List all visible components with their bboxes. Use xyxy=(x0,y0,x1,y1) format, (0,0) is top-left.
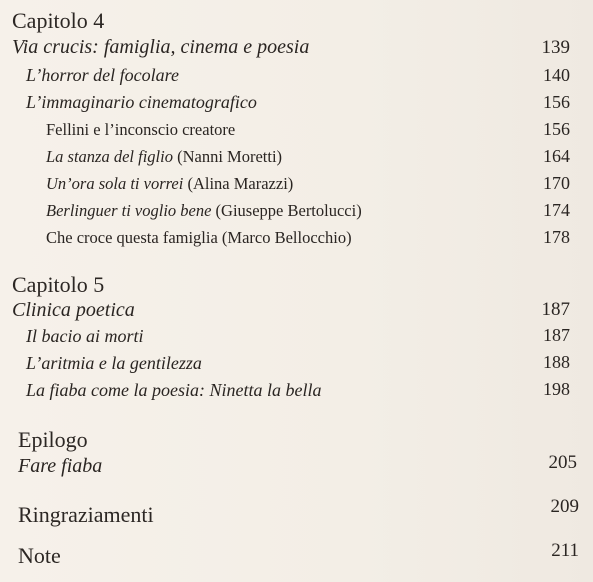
toc-entry-horror-focolare[interactable]: L’horror del focolare xyxy=(26,65,179,85)
entry-text: Fellini e l’inconscio creatore xyxy=(46,120,236,139)
toc-entry-che-croce[interactable] xyxy=(46,228,352,248)
entry-text: (Giuseppe Bertolucci) xyxy=(211,201,362,220)
page-number: 170 xyxy=(543,173,570,193)
toc-entry-fiaba-poesia[interactable]: La fiaba come la poesia: Ninetta la bella xyxy=(26,380,322,400)
page-number: 187 xyxy=(543,325,570,345)
chapter-4-heading: Capitolo 4 xyxy=(12,8,105,33)
toc-entry-clinica-poetica[interactable]: Clinica poetica xyxy=(12,299,135,321)
toc-entry-note[interactable]: Note xyxy=(18,543,61,568)
toc-entry-stanza-figlio[interactable] xyxy=(46,147,282,167)
page-number: 178 xyxy=(543,227,570,247)
entry-text: (Nanni Moretti) xyxy=(172,147,283,166)
toc-entry-ora-sola[interactable] xyxy=(46,174,293,194)
page-number: 209 xyxy=(550,496,579,517)
toc-entry-fellini[interactable] xyxy=(46,120,235,140)
chapter-5-heading: Capitolo 5 xyxy=(12,272,105,297)
entry-text: Che croce questa famiglia (Marco Bellocchio) xyxy=(46,228,352,247)
toc-entry-immaginario[interactable]: L’immaginario cinematografico xyxy=(26,92,257,112)
toc-entry-ringraziamenti[interactable]: Ringraziamenti xyxy=(18,502,154,527)
toc-entry-via-crucis[interactable]: Via crucis: famiglia, cinema e poesia xyxy=(12,36,310,58)
page-number: 205 xyxy=(548,452,577,473)
page-number: 140 xyxy=(543,65,570,85)
epilogo-heading: Epilogo xyxy=(18,427,88,452)
page-number: 139 xyxy=(541,37,570,58)
film-title: Berlinguer ti voglio bene xyxy=(46,201,212,220)
toc-entry-bacio-morti[interactable]: Il bacio ai morti xyxy=(26,326,144,346)
page-number: 156 xyxy=(543,92,570,112)
page-number: 188 xyxy=(543,352,570,372)
film-title: Un’ora sola ti vorrei xyxy=(46,174,184,193)
entry-text: (Alina Marazzi) xyxy=(183,174,294,193)
page-number: 174 xyxy=(543,200,570,220)
page-number: 211 xyxy=(551,540,579,561)
page-number: 198 xyxy=(543,379,570,399)
page-number: 164 xyxy=(543,146,570,166)
toc-entry-fare-fiaba[interactable]: Fare fiaba xyxy=(18,455,103,477)
page-number: 156 xyxy=(543,119,570,139)
toc-entry-aritmia[interactable]: L’aritmia e la gentilezza xyxy=(26,353,202,373)
film-title: La stanza del figlio xyxy=(46,147,173,166)
toc-entry-berlinguer[interactable] xyxy=(46,201,362,221)
page-number: 187 xyxy=(541,299,570,320)
